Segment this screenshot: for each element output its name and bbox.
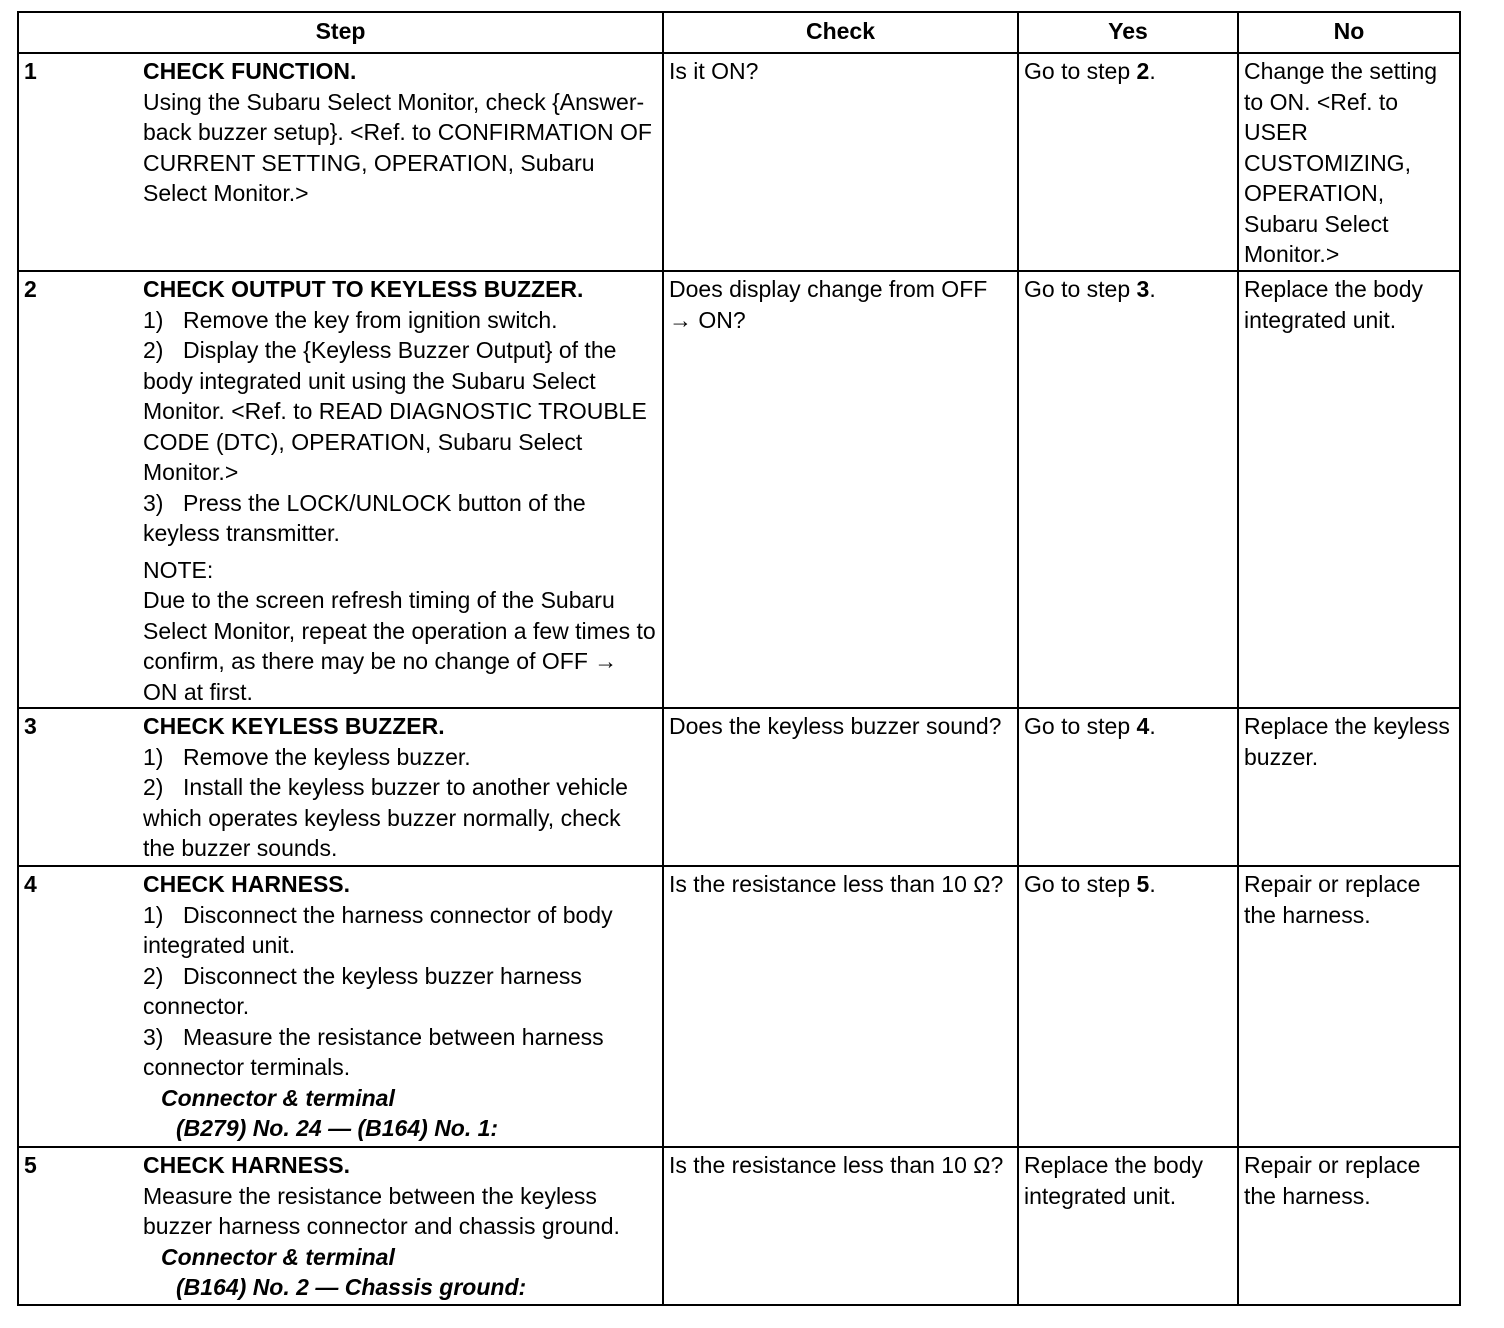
step-number: 2 (24, 276, 37, 302)
table-row (18, 271, 1460, 708)
header-check: Check (663, 12, 1018, 53)
list-item: 2) Disconnect the keyless buzzer harness connector. (143, 962, 582, 1019)
table-row (18, 1147, 1460, 1305)
step-title: CHECK HARNESS. (143, 871, 351, 897)
step-body: Using the Subaru Select Monitor, check {Answer-back buzzer setup}. <Ref. to CONFIRMATION OF CURRENT SETTING, OPERATION, Subaru Select Monitor.> (143, 88, 652, 206)
step-number: 3 (24, 713, 37, 739)
header-step: Step (18, 12, 663, 53)
table-row (18, 53, 1460, 271)
spec-label: Connector & terminal (161, 1243, 395, 1270)
step-cell (18, 1147, 663, 1305)
check-cell: Is it ON? (663, 53, 1018, 271)
step-body: Measure the resistance between the keyless buzzer harness connector and chassis ground. (143, 1182, 620, 1239)
step-title: CHECK OUTPUT TO KEYLESS BUZZER. (143, 276, 584, 302)
no-cell: Replace the body integrated unit. (1238, 271, 1460, 708)
step-title: CHECK FUNCTION. (143, 58, 357, 84)
header-yes: Yes (1018, 12, 1238, 53)
check-cell: Does the keyless buzzer sound? (663, 708, 1018, 866)
check-cell: Does display change from OFF → ON? (663, 271, 1018, 708)
step-title: CHECK KEYLESS BUZZER. (143, 713, 445, 739)
list-item: 3) Press the LOCK/UNLOCK button of the keyless transmitter. (143, 489, 586, 546)
table-header-row (18, 12, 1460, 53)
list-item: 1) Remove the keyless buzzer. (143, 743, 471, 770)
step-cell (18, 271, 663, 708)
spec-label: Connector & terminal (161, 1084, 395, 1111)
no-cell: Repair or replace the harness. (1238, 1147, 1460, 1305)
table-row (18, 866, 1460, 1147)
step-number: 1 (24, 58, 37, 84)
no-cell: Replace the keyless buzzer. (1238, 708, 1460, 866)
no-cell: Change the setting to ON. <Ref. to USER CUSTOMIZING, OPERATION, Subaru Select Monitor.> (1238, 53, 1460, 271)
step-cell (18, 866, 663, 1147)
yes-cell: Go to step 3. (1018, 271, 1238, 708)
check-cell: Is the resistance less than 10 Ω? (663, 1147, 1018, 1305)
table-row (18, 708, 1460, 866)
list-item: 1) Disconnect the harness connector of body integrated unit. (143, 901, 613, 958)
diagnostic-table (17, 11, 1461, 1306)
list-item: 1) Remove the key from ignition switch. (143, 306, 558, 333)
step-title: CHECK HARNESS. (143, 1152, 351, 1178)
yes-cell: Go to step 4. (1018, 708, 1238, 866)
yes-cell: Replace the body integrated unit. (1018, 1147, 1238, 1305)
step-cell (18, 53, 663, 271)
spec-value: (B279) No. 24 — (B164) No. 1: (176, 1115, 499, 1141)
list-item: 3) Measure the resistance between harness connector terminals. (143, 1023, 604, 1080)
list-item: 2) Display the {Keyless Buzzer Output} of the body integrated unit using the Subaru Select Monitor. <Ref. to READ DIAGNOSTIC TROUBLE CODE (DTC), OPERATION, Subaru Select Monitor.> (143, 337, 647, 485)
yes-cell: Go to step 2. (1018, 53, 1238, 271)
step-number: 5 (24, 1152, 37, 1178)
check-cell: Is the resistance less than 10 Ω? (663, 866, 1018, 1147)
step-cell (18, 708, 663, 866)
note-label: NOTE: (143, 556, 214, 583)
header-no: No (1238, 12, 1460, 53)
step-number: 4 (24, 871, 37, 897)
list-item: 2) Install the keyless buzzer to another vehicle which operates keyless buzzer normally, check the buzzer sounds. (143, 774, 628, 861)
no-cell: Repair or replace the harness. (1238, 866, 1460, 1147)
yes-cell: Go to step 5. (1018, 866, 1238, 1147)
note-text: Due to the screen refresh timing of the Subaru Select Monitor, repeat the operation a few times to confirm, as there may be no change of OFF → ON at first. (143, 587, 656, 705)
spec-value: (B164) No. 2 — Chassis ground: (176, 1274, 527, 1300)
